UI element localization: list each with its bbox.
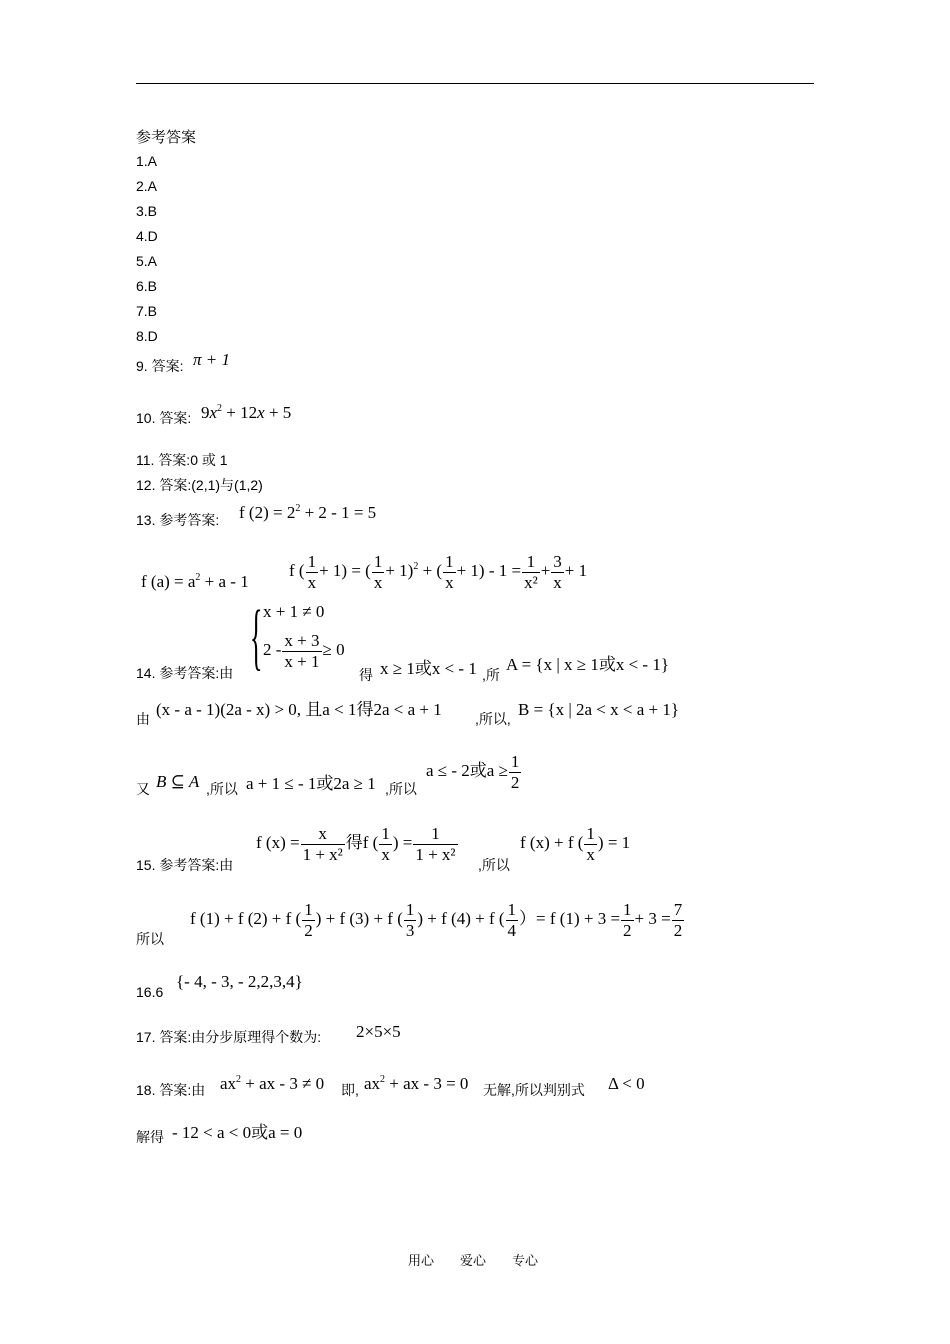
q13-label: 13. 参考答案: [136,512,220,528]
q18-label: 18. 答案:由 [136,1082,206,1098]
page-footer [408,1250,564,1269]
q14-sys1: x + 1 ≠ 0 [263,602,325,621]
answer-6: 6.B [136,278,158,294]
q12-answer: 12. 答案:(2,1)与(1,2) [136,477,263,493]
q16-expr: {- 4, - 3, - 2,2,3,4} [176,972,303,991]
q15-line2-label: 所以 [136,931,164,947]
q17-expr: 2×5×5 [356,1022,401,1041]
section-title: 参考答案 [136,129,197,146]
q15-suoyi: ,所以 [478,857,510,873]
answer-1: 1.A [136,153,158,169]
q18-delta: Δ < 0 [608,1074,645,1093]
q15-label: 15. 参考答案:由 [136,857,234,873]
q17-label: 17. 答案:由分步原理得个数为: [136,1029,322,1045]
q18-wujie: 无解,所以判别式 [483,1082,585,1098]
q15-expr1: f (x) = $\frac{x}{\text{1 + x²}}$ 得f ( $\frac{1}{x}$ ) = $\frac{1}{\text{1 + x²}}$ [256,824,456,864]
answer-7: 7.B [136,303,158,319]
q13-expr2: f $(a) = a^2 + a - 1$ [141,572,249,591]
q14-line2-suoyi: ,所以, [475,711,511,727]
q15-sum: f (1) + f (2) + f ( $\frac{1}{2}$ ) + f (3) + f ( $\frac{1}{3}$ ) + f (4) + f ( $\frac{1}{4}$ ）= f (1) + 3 = $\frac{1}{2}$ + 3 = $\frac{7}{2}$ [190,900,683,940]
q14-line3-expr: a + 1 ≤ - 1或2a ≥ 1 [246,774,376,793]
answer-2: 2.A [136,178,158,194]
q9-expr: π + 1 [193,350,230,369]
q14-setB: B = {x | 2a < x < a + 1} [518,700,680,719]
q14-line3-res: a ≤ - 2或a ≥ $\frac{1}{2}$ [426,752,520,792]
q14-line3-sub: B ⊆ A [156,772,200,791]
q14-sys2: 2 - $\frac{x + 3}{x + 1}$ ≥ 0 [263,631,345,671]
q14-line3-mid2: ,所以 [385,781,417,797]
q18-expr1: $ax^2$ + ax - 3 ≠ 0 [220,1074,325,1093]
footer-a: 用心 [408,1253,435,1268]
q18-line2-expr: - 12 < a < 0或a = 0 [172,1123,303,1142]
q14-line3-mid: ,所以 [206,781,238,797]
q14-cond: x ≥ 1或x < - 1 [380,659,477,678]
q11-answer: 11. 答案:0 或 1 [136,452,228,468]
q14-setA: A = {x | x ≥ 1或x < - 1} [506,655,669,674]
answer-4: 4.D [136,228,158,244]
q14-brace: { [250,596,263,678]
q14-line2-expr: (x - a - 1)(2a - x) > 0, 且a < 1得2a < a + 1 [156,700,442,719]
q14-line2-you: 由 [136,711,150,727]
q13-expr1: f $(2) = 2^2 + 2 - 1 = 5$ [239,503,377,522]
q14-line3-you: 又 [136,781,150,797]
q14-suo: ,所 [482,667,500,683]
answer-8: 8.D [136,328,158,344]
q18-line2-label: 解得 [136,1129,164,1145]
q9-label: 9. 答案: [136,358,184,374]
q18-ji: 即, [341,1082,359,1098]
answer-3: 3.B [136,203,158,219]
q18-expr2: $ax^2$ + ax - 3 = 0 [364,1074,469,1093]
q10-label: 10. 答案: [136,410,192,426]
q14-label: 14. 参考答案:由 [136,665,234,681]
q16-label: 16.6 [136,984,164,1000]
footer-b: 爱心 [460,1253,487,1268]
footer-c: 专心 [512,1253,539,1268]
answer-5: 5.A [136,253,158,269]
q14-de: 得 [359,667,373,683]
q15-expr2: f (x) + f ( $\frac{1}{x}$ ) = 1 [520,824,631,864]
header-rule [136,83,814,84]
q10-expr: $9x^2 + 12x + 5$ [201,403,292,422]
q13-expr3: f ( $\frac{1}{x}$ + 1) = ( $\frac{1}{x}$ + 1)$^2$ + ( $\frac{1}{x}$ + 1) - 1 = $\frac{1}{\text{x²}}$ + $\frac{3}{x}$ + 1 [289,552,588,592]
